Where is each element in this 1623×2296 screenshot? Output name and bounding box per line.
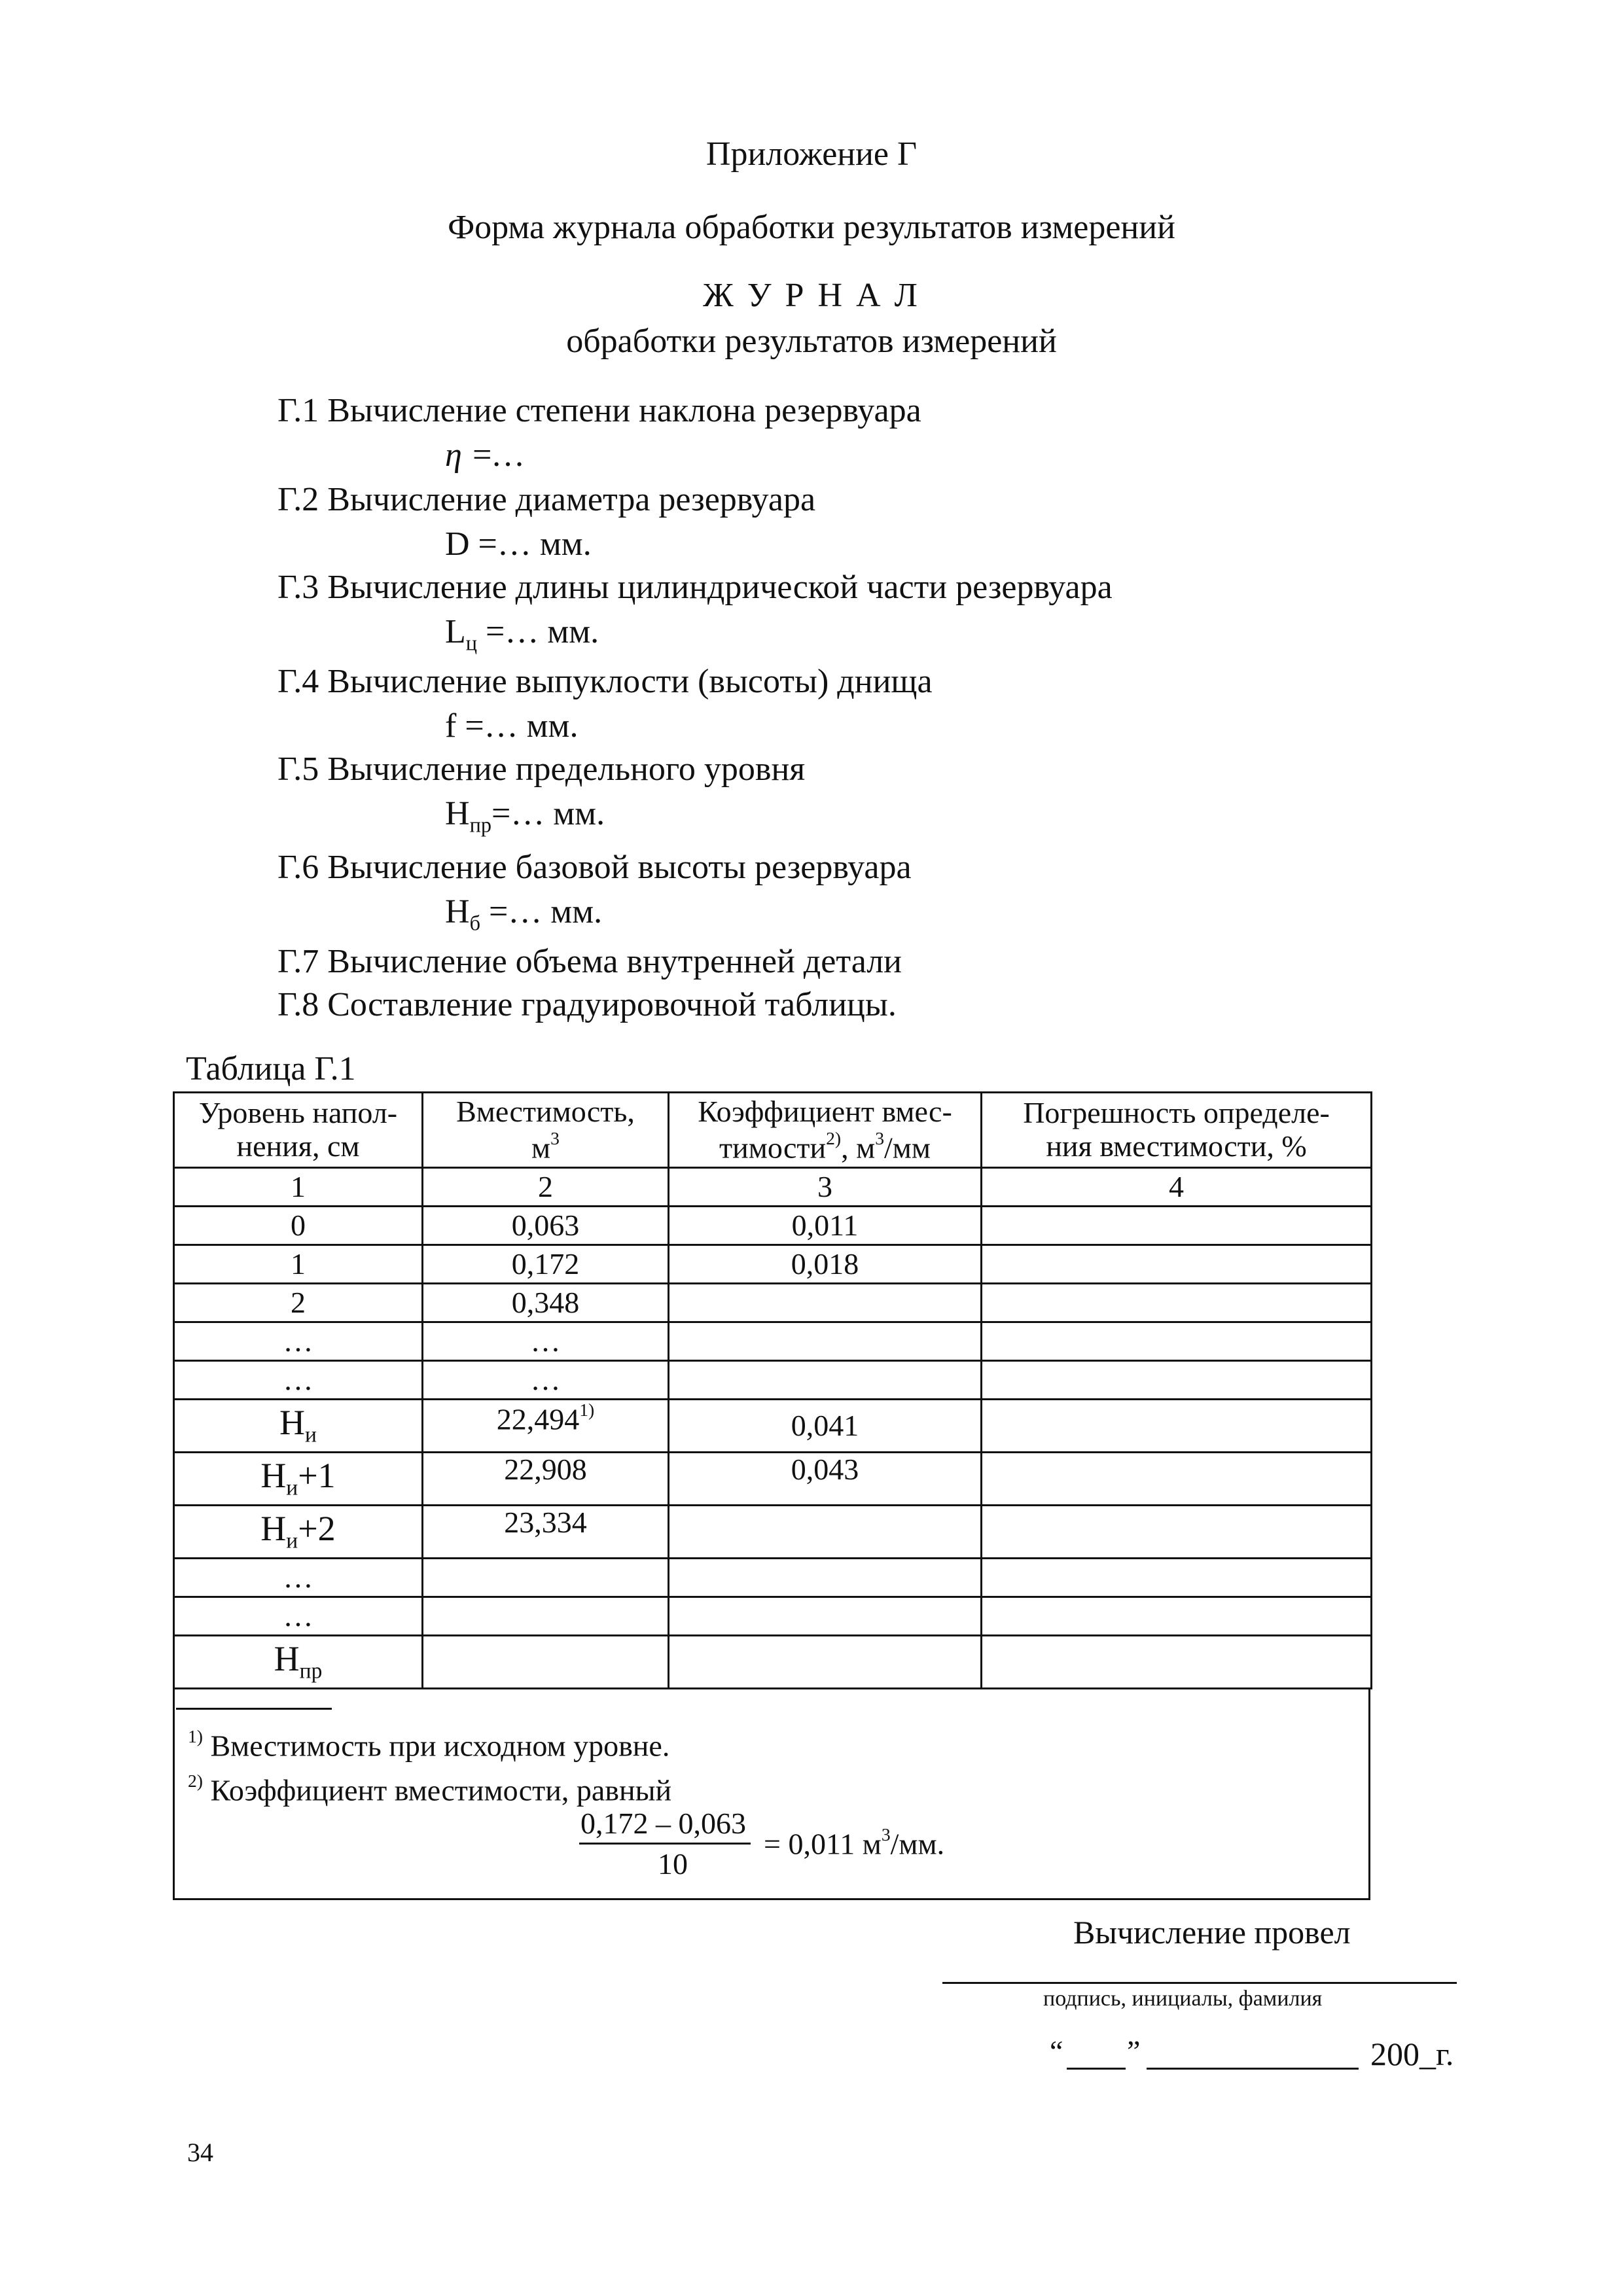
table-row bbox=[174, 1245, 1372, 1284]
page-number: 34 bbox=[187, 2138, 213, 2167]
date-month-line bbox=[1147, 2068, 1359, 2070]
fraction-result: = 0,011 $м^3/мм$. bbox=[764, 1824, 945, 1861]
table-caption: Таблица Г.1 bbox=[186, 1050, 356, 1087]
cell-coefficient: 0,018 bbox=[669, 1245, 982, 1284]
cell-error bbox=[982, 1636, 1372, 1689]
cell-error bbox=[982, 1207, 1372, 1245]
cell-capacity: … bbox=[423, 1361, 669, 1400]
table-row bbox=[174, 1322, 1372, 1361]
journal-subtitle: обработки результатов измерений bbox=[566, 323, 1057, 360]
column-number: 1 bbox=[174, 1168, 423, 1207]
cell-level: … bbox=[174, 1361, 423, 1400]
cell-level: $H_и$ bbox=[174, 1400, 423, 1453]
appendix-title: Приложение Г bbox=[705, 135, 918, 173]
column-number: 3 bbox=[669, 1168, 982, 1207]
header-error: Погрешность определе- ния вместимости, % bbox=[982, 1093, 1372, 1168]
item-g4-heading: Г.4 Вычисление выпуклости (высоты) днища bbox=[277, 663, 933, 700]
cell-error bbox=[982, 1559, 1372, 1597]
fraction-denominator: 10 bbox=[658, 1847, 688, 1881]
form-title: Форма журнала обработки результатов измерений bbox=[448, 209, 1175, 246]
item-g3-formula: $L_ц$ =… мм. bbox=[445, 613, 599, 655]
footnote-2: $^{2)}$ Коэффициент вместимости, равный bbox=[188, 1771, 672, 1807]
cell-level: $H_{пр}$ bbox=[174, 1636, 423, 1689]
table-row bbox=[174, 1284, 1372, 1322]
cell-capacity: 0,348 bbox=[423, 1284, 669, 1322]
header-coefficient: Коэффициент вмес- тимости$^{2)}$, $м^3/мм$ bbox=[669, 1093, 982, 1168]
table-row bbox=[174, 1400, 1372, 1453]
cell-capacity: 23,334 bbox=[423, 1506, 669, 1559]
table-row bbox=[174, 1361, 1372, 1400]
item-g4-formula: f =… мм. bbox=[445, 707, 579, 745]
item-g8-heading: Г.8 Составление градуировочной таблицы. bbox=[277, 986, 897, 1023]
date-year: 200_г. bbox=[1370, 2036, 1454, 2072]
table-row bbox=[174, 1506, 1372, 1559]
fraction-bar bbox=[579, 1843, 751, 1845]
cell-coefficient: 0,011 bbox=[669, 1207, 982, 1245]
fraction-numerator: 0,172 – 0,063 bbox=[580, 1807, 746, 1840]
cell-error bbox=[982, 1597, 1372, 1636]
cell-coefficient bbox=[669, 1284, 982, 1322]
table-footnotes bbox=[173, 1689, 1370, 1900]
item-g7-heading: Г.7 Вычисление объема внутренней детали bbox=[277, 943, 902, 980]
cell-level: … bbox=[174, 1322, 423, 1361]
cell-level: $H_и+2$ bbox=[174, 1506, 423, 1559]
date-quote-open: “ bbox=[1050, 2034, 1063, 2068]
item-g3-heading: Г.3 Вычисление длины цилиндрической части резервуара bbox=[277, 569, 1113, 606]
cell-coefficient bbox=[669, 1597, 982, 1636]
cell-error bbox=[982, 1453, 1372, 1506]
cell-level: 0 bbox=[174, 1207, 423, 1245]
header-level: Уровень напол- нения, см bbox=[174, 1093, 423, 1168]
signature-caption: подпись, инициалы, фамилия bbox=[1043, 1987, 1323, 2011]
cell-level: … bbox=[174, 1559, 423, 1597]
cell-capacity bbox=[423, 1559, 669, 1597]
column-number: 4 bbox=[982, 1168, 1372, 1207]
cell-error bbox=[982, 1245, 1372, 1284]
cell-level: 1 bbox=[174, 1245, 423, 1284]
item-g6-formula: $H_б$ =… мм. bbox=[445, 893, 603, 935]
table-row bbox=[174, 1597, 1372, 1636]
cell-coefficient: 0,043 bbox=[669, 1453, 982, 1506]
cell-error bbox=[982, 1361, 1372, 1400]
header-capacity: Вместимость, $м^3$ bbox=[423, 1093, 669, 1168]
table-row bbox=[174, 1559, 1372, 1597]
cell-capacity: 0,063 bbox=[423, 1207, 669, 1245]
cell-level: $H_и+1$ bbox=[174, 1453, 423, 1506]
footnote-1: $^{1)}$ Вместимость при исходном уровне. bbox=[188, 1726, 670, 1763]
cell-level: … bbox=[174, 1597, 423, 1636]
cell-coefficient bbox=[669, 1559, 982, 1597]
cell-capacity bbox=[423, 1597, 669, 1636]
date-quote-close: ” bbox=[1127, 2034, 1141, 2068]
cell-coefficient bbox=[669, 1322, 982, 1361]
item-g1-heading: Г.1 Вычисление степени наклона резервуара bbox=[277, 392, 921, 429]
column-number-row bbox=[174, 1168, 1372, 1207]
cell-capacity: … bbox=[423, 1322, 669, 1361]
footnote-separator bbox=[176, 1708, 332, 1710]
table-row bbox=[174, 1636, 1372, 1689]
date-day-line bbox=[1067, 2068, 1126, 2070]
signature-label: Вычисление провел bbox=[1073, 1914, 1351, 1951]
item-g2-heading: Г.2 Вычисление диаметра резервуара bbox=[277, 481, 816, 518]
cell-coefficient bbox=[669, 1636, 982, 1689]
table-header-row bbox=[174, 1093, 1372, 1168]
cell-capacity: 0,172 bbox=[423, 1245, 669, 1284]
cell-coefficient: 0,041 bbox=[669, 1400, 982, 1453]
cell-capacity: 22,494$^{1)}$ bbox=[423, 1400, 669, 1453]
cell-level: 2 bbox=[174, 1284, 423, 1322]
cell-error bbox=[982, 1284, 1372, 1322]
item-g5-heading: Г.5 Вычисление предельного уровня bbox=[277, 751, 806, 788]
signature-line bbox=[942, 1982, 1457, 1984]
cell-capacity: 22,908 bbox=[423, 1453, 669, 1506]
journal-title: Ж У Р Н А Л bbox=[703, 277, 920, 314]
item-g6-heading: Г.6 Вычисление базовой высоты резервуара bbox=[277, 849, 912, 886]
item-g2-formula: D =… мм. bbox=[445, 525, 592, 563]
cell-coefficient bbox=[669, 1361, 982, 1400]
cell-coefficient bbox=[669, 1506, 982, 1559]
column-number: 2 bbox=[423, 1168, 669, 1207]
cell-capacity bbox=[423, 1636, 669, 1689]
table-row bbox=[174, 1207, 1372, 1245]
item-g5-formula: $H_{пр}=\dots$ мм. bbox=[445, 795, 605, 837]
cell-error bbox=[982, 1506, 1372, 1559]
calibration-table bbox=[173, 1091, 1372, 1689]
table-row bbox=[174, 1453, 1372, 1506]
cell-error bbox=[982, 1400, 1372, 1453]
cell-error bbox=[982, 1322, 1372, 1361]
item-g1-formula: η =… bbox=[445, 436, 524, 474]
